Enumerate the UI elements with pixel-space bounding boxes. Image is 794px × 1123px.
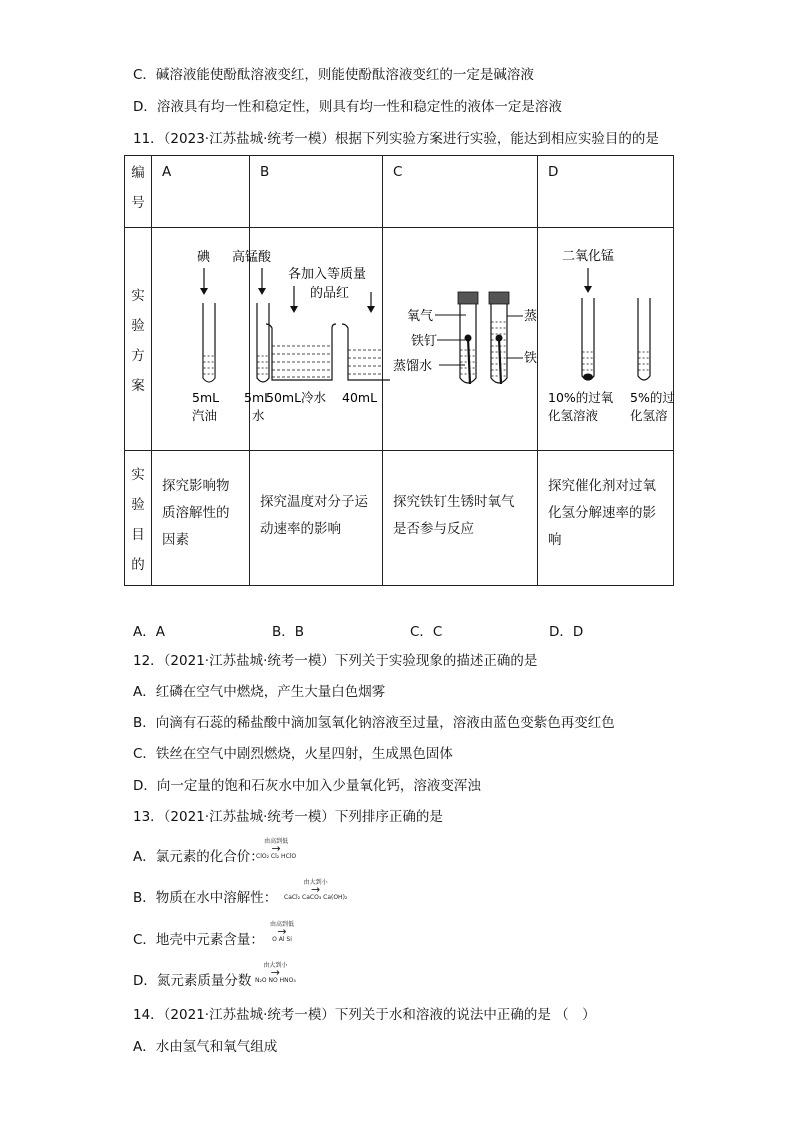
formula-13-a: 由高到低 → ClO₂ Cl₂ HClO	[256, 838, 297, 860]
purpose-b: 探究温度对分子运 动速率的影响	[250, 451, 383, 586]
purpose-a: 探究影响物 质溶解性的 因素	[152, 451, 250, 586]
label-b-top-2: 的品红	[310, 286, 350, 301]
option-12-d[interactable]: D．向一定量的饱和石灰水中加入少量氧化钙，溶液变浑浊	[133, 778, 481, 794]
stopper-c-right	[489, 292, 509, 304]
question-12-stem: 12．（2021·江苏盐城·统考一模）下列关于实验现象的描述正确的是	[133, 653, 538, 669]
row-header-plan: 实 验 方 案	[125, 228, 152, 451]
label-permanganate: 高锰酸	[232, 250, 272, 265]
diagram-a	[152, 228, 272, 451]
label-iodine: 碘	[197, 250, 211, 265]
experiment-table	[124, 155, 674, 586]
purpose-d: 探究催化剂对过氧 化氢分解速率的影 响	[538, 451, 674, 586]
label-a-right-solvent: 水	[252, 408, 265, 423]
row-header-number: 编 号	[125, 156, 152, 228]
label-b-top-1: 各加入等质量	[288, 267, 367, 282]
label-a-left-volume: 5mL	[192, 390, 220, 405]
option-13-b[interactable]: B．物质在水中溶解性：	[133, 890, 278, 906]
line-d: D．溶液具有均一性和稳定性，则具有均一性和稳定性的液体一定是溶液	[133, 99, 562, 115]
label-d-left-2: 化氢溶液	[548, 408, 599, 423]
diagram-b-svg	[250, 228, 382, 446]
label-d-left-1: 10%的过氧	[548, 390, 614, 405]
label-oxygen: 氧气	[407, 309, 434, 324]
label-distilled-water: 蒸馏水	[393, 359, 433, 374]
row-header-purpose: 实 验 目 的	[125, 451, 152, 586]
question-11-stem: 11．（2023·江苏盐城·统考一模）根据下列实验方案进行实验，能达到相应实验目的的是	[133, 131, 659, 147]
col-b-header: B	[250, 156, 383, 228]
stopper-c-left	[458, 292, 478, 304]
option-13-c[interactable]: C．地壳中元素含量：	[133, 932, 264, 948]
nail-c-right	[499, 338, 501, 384]
label-d-right-1: 5%的过	[630, 390, 675, 405]
question-14-stem: 14．（2021·江苏盐城·统考一模）下列关于水和溶液的说法中正确的是 （ ）	[133, 1007, 596, 1023]
tube-d-right	[638, 298, 650, 380]
col-d-header: D	[538, 156, 674, 228]
mno2-powder	[583, 374, 593, 381]
option-11-d[interactable]: D．D	[549, 624, 584, 640]
nail-c-left	[468, 338, 470, 384]
label-a-left-solvent: 汽油	[192, 408, 218, 423]
option-11-c[interactable]: C．C	[410, 624, 443, 640]
label-cut-iron: 铁	[524, 351, 538, 366]
label-nail: 铁钉	[411, 334, 438, 349]
formula-13-c: 由高到低 → O Al Si	[270, 921, 295, 943]
label-b-left: 50mL冷水	[266, 390, 327, 405]
option-14-a[interactable]: A．水由氢气和氧气组成	[133, 1039, 278, 1055]
diagram-c	[383, 228, 538, 451]
option-11-b[interactable]: B．B	[272, 624, 305, 640]
question-13-stem: 13．（2021·江苏盐城·统考一模）下列排序正确的是	[133, 809, 443, 825]
tube-d-left	[582, 298, 594, 380]
option-13-d[interactable]: D．氮元素质量分数	[133, 973, 252, 989]
formula-13-b: 由大到小 → CaCl₂ CaCO₃ Ca(OH)₂	[284, 879, 348, 901]
diagram-d	[538, 228, 674, 451]
diagram-d-svg	[538, 228, 673, 446]
option-12-b[interactable]: B．向滴有石蕊的稀盐酸中滴加氢氧化钠溶液至过量，溶液由蓝色变紫色再变红色	[133, 715, 615, 731]
beaker-b-left	[266, 324, 336, 380]
col-c-header: C	[383, 156, 538, 228]
option-13-a[interactable]: A．氯元素的化合价：	[133, 849, 264, 865]
option-12-a[interactable]: A．红磷在空气中燃烧，产生大量白色烟雾	[133, 684, 386, 700]
formula-13-d: 由大到小 → N₂O NO HNO₃	[255, 962, 296, 984]
label-mno2: 二氧化锰	[562, 249, 615, 264]
label-cut-steam: 蒸	[524, 309, 538, 324]
diagram-a-svg	[152, 228, 272, 446]
option-11-a[interactable]: A．A	[133, 624, 165, 640]
line-c: C．碱溶液能使酚酞溶液变红，则能使酚酞溶液变红的一定是碱溶液	[133, 67, 534, 83]
diagram-b	[250, 228, 383, 451]
purpose-c: 探究铁钉生锈时氧气 是否参与反应	[383, 451, 538, 586]
option-12-c[interactable]: C．铁丝在空气中剧烈燃烧，火星四射，生成黑色固体	[133, 746, 453, 762]
arrowhead-a-left	[200, 288, 208, 295]
diagram-c-svg	[383, 228, 537, 446]
label-d-right-2: 化氢溶	[630, 408, 668, 423]
label-a-right-volume: 5mL	[244, 390, 272, 405]
label-b-right: 40mL	[342, 390, 378, 405]
col-a-header: A	[152, 156, 250, 228]
